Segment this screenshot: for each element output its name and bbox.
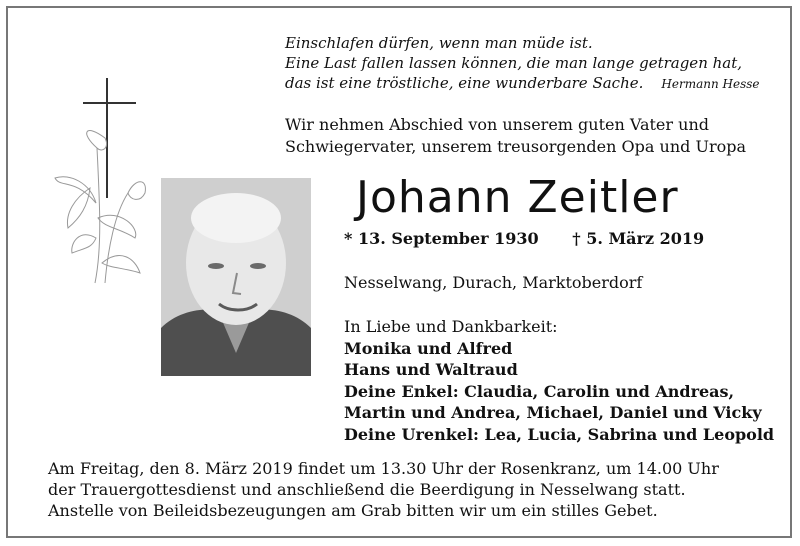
portrait-photo bbox=[161, 178, 311, 376]
mourner-line: Martin und Andrea, Michael, Daniel und Vicky bbox=[344, 403, 762, 422]
farewell-line: Wir nehmen Abschied von unserem guten Vater und bbox=[285, 115, 709, 134]
quote-author: Hermann Hesse bbox=[661, 77, 760, 91]
notice-line: Anstelle von Beileidsbezeugungen am Grab bitten wir um ein stilles Gebet. bbox=[48, 501, 658, 520]
cross-lily-icon bbox=[50, 78, 150, 288]
farewell-line: Schwiegervater, unserem treusorgenden Opa und Uropa bbox=[285, 137, 746, 156]
birth-date: * 13. September 1930 bbox=[344, 229, 539, 248]
notice-line: Am Freitag, den 8. März 2019 findet um 13.30 Uhr der Rosenkranz, um 14.00 Uhr bbox=[48, 459, 719, 478]
deceased-name: Johann Zeitler bbox=[356, 172, 679, 223]
death-date: † 5. März 2019 bbox=[572, 229, 705, 248]
life-dates bbox=[344, 228, 704, 250]
farewell-text bbox=[285, 114, 785, 158]
quote-line-last: das ist eine tröstliche, eine wunderbare Sache. Hermann Hesse bbox=[285, 74, 760, 92]
mourner-line: Deine Enkel: Claudia, Carolin und Andreas, bbox=[344, 381, 735, 401]
mourner-line: Hans und Waltraud bbox=[344, 360, 518, 379]
quote-line: Eine Last fallen lassen können, die man lange getragen hat, bbox=[285, 54, 743, 72]
mourner-line: Monika und Alfred bbox=[344, 338, 513, 358]
quote-line: Einschlafen dürfen, wenn man müde ist. bbox=[285, 34, 593, 52]
mourners-intro: In Liebe und Dankbarkeit: bbox=[344, 317, 558, 336]
mourner-line: Deine Urenkel: Lea, Lucia, Sabrina und Leopold bbox=[344, 424, 775, 444]
mourners-list bbox=[344, 316, 774, 445]
notice-line: der Trauergottesdienst und anschließend die Beerdigung in Nesselwang statt. bbox=[48, 480, 686, 499]
funeral-notice bbox=[48, 458, 768, 521]
poem-quote bbox=[285, 33, 765, 94]
places: Nesselwang, Durach, Marktoberdorf bbox=[344, 273, 643, 292]
